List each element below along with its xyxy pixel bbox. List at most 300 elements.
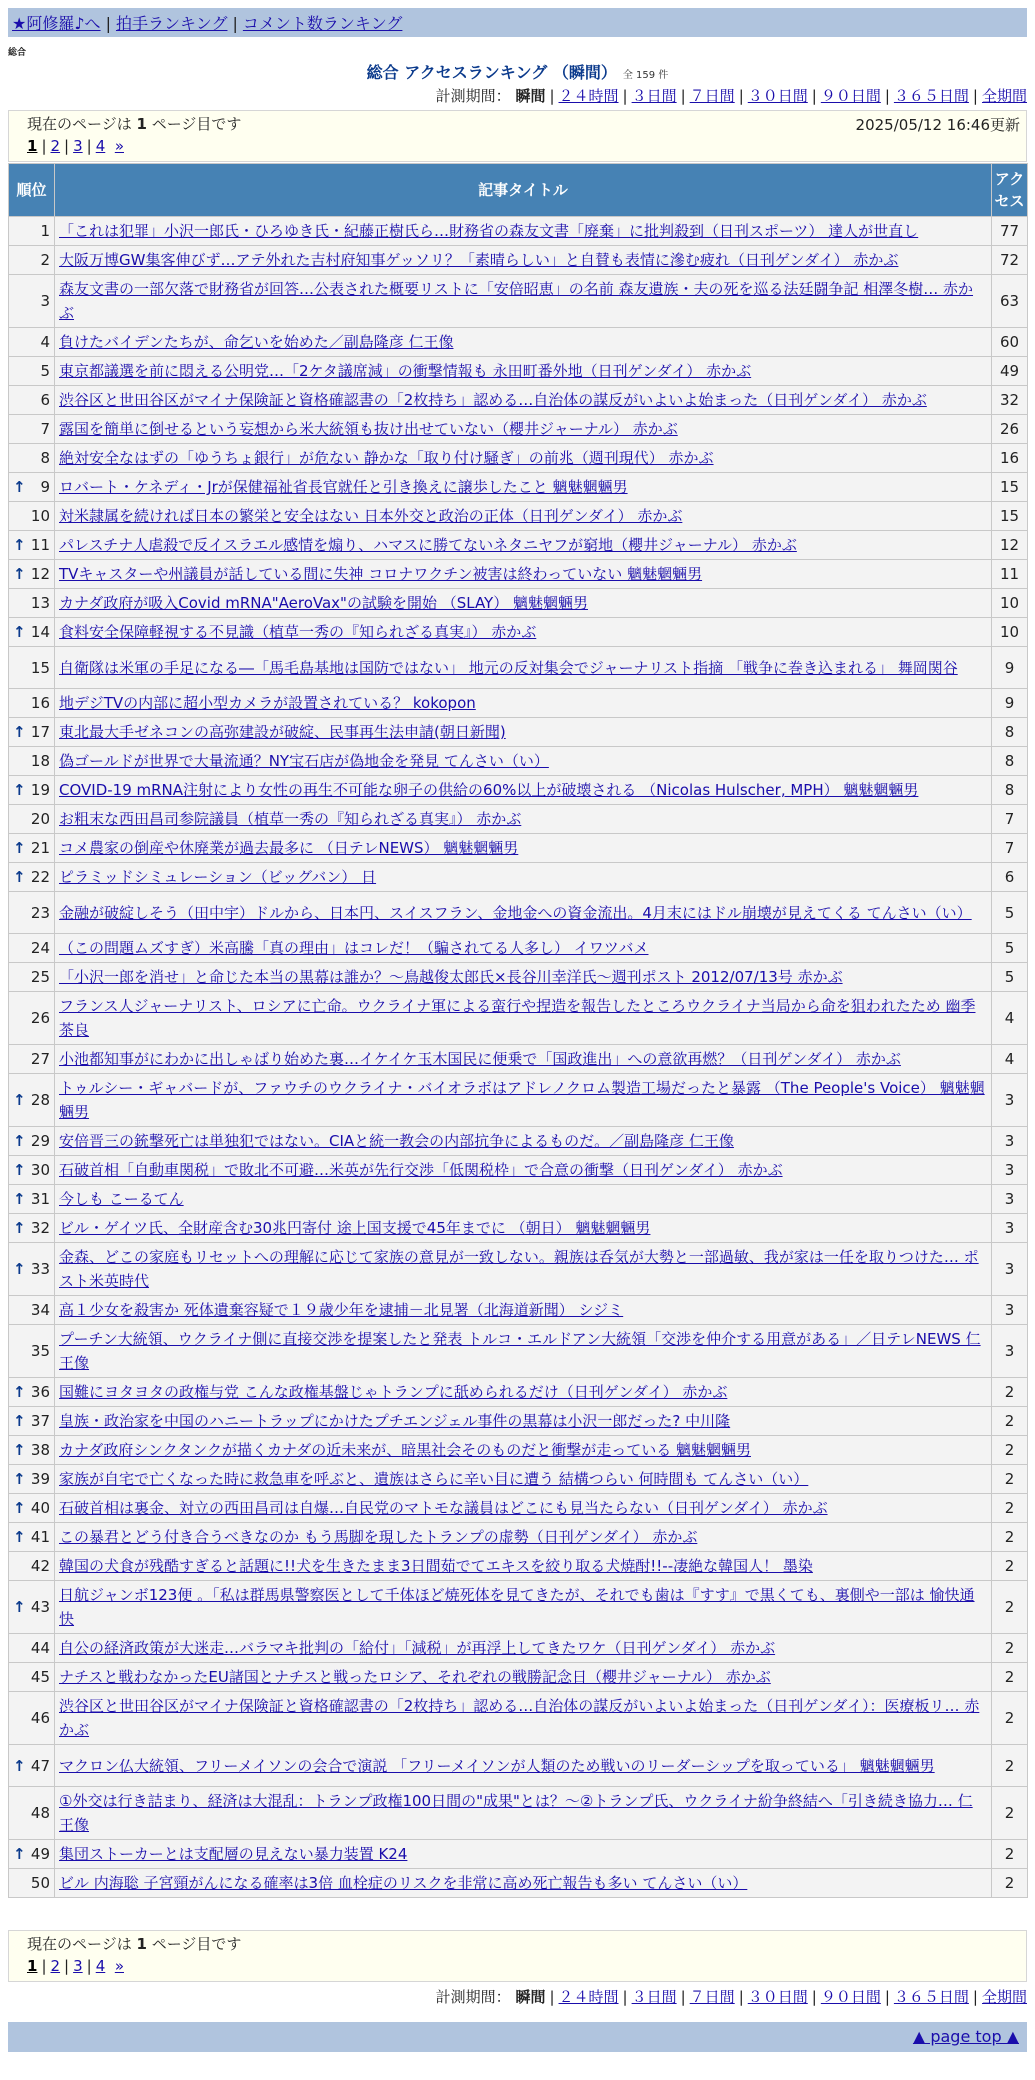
title-cell <box>55 618 992 647</box>
page-info-bottom <box>8 1930 1027 1982</box>
rank-number: 14 <box>30 623 50 641</box>
article-title-link[interactable]: 東北最大手ゼネコンの高弥建設が破綻、民事再生法申請(朝日新聞) <box>59 723 506 741</box>
rank-up-arrow-icon: ↑ <box>13 1470 26 1488</box>
rank-number: 48 <box>30 1804 50 1822</box>
rank-cell <box>9 805 55 834</box>
access-count: 16 <box>992 444 1028 473</box>
table-row <box>9 892 1028 934</box>
article-title-link[interactable]: 東京都議選を前に悶える公明党…「2ケタ議席減」の衝撃情報も 永田町番外地（日刊ゲンダイ） 赤かぶ <box>59 362 752 380</box>
rank-up-arrow-icon: ↑ <box>13 839 26 857</box>
period-link-24h[interactable]: ２４時間 <box>558 87 619 105</box>
article-title-link[interactable]: パレスチナ人虐殺で反イスラエル感情を煽り、ハマスに勝てないネタニヤフが窮地（櫻井ジャーナル） 赤かぶ <box>59 536 797 554</box>
title-cell <box>55 1581 992 1634</box>
rank-number: 44 <box>30 1639 50 1657</box>
nav-separator: | <box>232 14 238 33</box>
access-count: 12 <box>992 531 1028 560</box>
rank-up-arrow-icon: ↑ <box>13 1528 26 1546</box>
table-row <box>9 992 1028 1045</box>
article-title-link[interactable]: 負けたバイデンたちが、命乞いを始めた／副島隆彦 仁王像 <box>59 333 454 351</box>
title-cell <box>55 747 992 776</box>
period-link-30d[interactable]: ３０日間 <box>747 1988 808 2006</box>
title-cell <box>55 589 992 618</box>
access-count: 26 <box>992 415 1028 444</box>
access-count: 2 <box>992 1745 1028 1787</box>
access-count: 2 <box>992 1407 1028 1436</box>
period-link-all[interactable]: 全期間 <box>981 1988 1027 2006</box>
rank-number: 47 <box>30 1756 50 1775</box>
period-link-24h[interactable]: ２４時間 <box>558 1988 619 2006</box>
table-row <box>9 1523 1028 1552</box>
page-status: 現在のページは 1 ページ目です <box>27 115 242 133</box>
access-count: 3 <box>992 1185 1028 1214</box>
rank-number: 13 <box>30 594 50 612</box>
table-row <box>9 1214 1028 1243</box>
article-title-link[interactable]: お粗末な西田昌司参院議員（植草一秀の『知られざる真実』） 赤かぶ <box>59 810 522 828</box>
table-row <box>9 776 1028 805</box>
rank-cell <box>9 647 55 689</box>
page-top-link[interactable]: ▲ page top ▲ <box>912 2027 1019 2046</box>
rank-up-arrow-icon: ↑ <box>13 1091 26 1109</box>
access-count: 5 <box>992 963 1028 992</box>
rank-cell <box>9 1787 55 1840</box>
rank-number: 1 <box>40 222 50 240</box>
table-row <box>9 275 1028 328</box>
article-title-link[interactable]: 金森、どこの家庭もリセットへの理解に応じて家族の意見が一致しない。親族は呑気が大勢と一部過敏、我が家は一任を取りつけた… ポスト米英時代 <box>59 1248 979 1290</box>
title-cell <box>55 1787 992 1840</box>
rank-up-arrow-icon: ↑ <box>13 1412 26 1430</box>
rank-up-arrow-icon: ↑ <box>13 723 26 741</box>
home-link[interactable]: ★阿修羅♪へ <box>12 14 101 33</box>
rank-number: 2 <box>40 251 50 269</box>
rank-number: 16 <box>30 694 50 712</box>
article-title-link[interactable]: トゥルシー・ギャバードが、ファウチのウクライナ・バイオラボはアドレノクロム製造工場だったと暴露 （The People's Voice） 魑魅魍魎男 <box>59 1079 985 1121</box>
article-title-link[interactable]: 日航ジャンボ123便 。「私は群馬県警察医として千体ほど焼死体を見てきたが、それでも歯は『すす』で黒くても、裏側や一部は 愉快通快 <box>59 1586 975 1628</box>
table-row <box>9 618 1028 647</box>
rank-number: 46 <box>30 1709 50 1727</box>
article-title-link[interactable]: 露国を簡単に倒せるという妄想から米大統領も抜け出せていない（櫻井ジャーナル） 赤かぶ <box>59 420 678 438</box>
article-title-link[interactable]: 渋谷区と世田谷区がマイナ保険証と資格確認書の「2枚持ち」認める…自治体の謀反がいよいよ始まった（日刊ゲンダイ）：医療板リ… 赤かぶ <box>59 1697 980 1739</box>
rank-number: 19 <box>30 781 50 799</box>
rank-cell <box>9 1325 55 1378</box>
access-count: 3 <box>992 1156 1028 1185</box>
rank-cell <box>9 1465 55 1494</box>
current-page-number: 1 <box>136 1935 147 1953</box>
table-row <box>9 1156 1028 1185</box>
rank-up-arrow-icon: ↑ <box>13 1260 26 1278</box>
title-cell <box>55 1378 992 1407</box>
rank-up-arrow-icon: ↑ <box>13 623 26 641</box>
article-title-link[interactable]: 金融が破綻しそう（田中宇）ドルから、日本円、スイスフラン、金地金への資金流出。4月末にはドル崩壊が見えてくる てんさい（い） <box>59 903 972 922</box>
page-link-2[interactable]: 2 <box>50 1957 61 1975</box>
table-row <box>9 1663 1028 1692</box>
article-title-link[interactable]: （この問題ムズすぎ）米高騰「真の理由」はコレだ！（騙されてる人多し） イワツバメ <box>59 939 649 957</box>
rank-number: 22 <box>30 868 50 886</box>
rank-number: 31 <box>30 1190 50 1208</box>
article-title-link[interactable]: 国難にヨタヨタの政権与党 こんな政権基盤じゃトランプに舐められるだけ（日刊ゲンダイ） 赤かぶ <box>59 1383 728 1401</box>
rank-cell <box>9 1296 55 1325</box>
article-title-link[interactable]: 石破首相は裏金、対立の西田昌司は自爆…自民党のマトモな議員はどこにも見当たらない（日刊ゲンダイ） 赤かぶ <box>59 1499 828 1517</box>
title-cell <box>55 1127 992 1156</box>
title-cell <box>55 1663 992 1692</box>
access-count: 7 <box>992 834 1028 863</box>
table-row <box>9 963 1028 992</box>
access-count: 2 <box>992 1581 1028 1634</box>
rank-number: 49 <box>30 1845 50 1863</box>
access-count: 3 <box>992 1214 1028 1243</box>
title-cell <box>55 1045 992 1074</box>
access-count: 63 <box>992 275 1028 328</box>
title-cell <box>55 444 992 473</box>
page-link-3[interactable]: 3 <box>73 137 83 155</box>
article-title-link[interactable]: 偽ゴールドが世界で大量流通？NY宝石店が偽地金を発見 てんさい（い） <box>59 752 549 770</box>
access-count: 2 <box>992 1494 1028 1523</box>
article-title-link[interactable]: 森友文書の一部欠落で財務省が回答…公表された概要リストに「安倍昭恵」の名前 森友遺族・夫の死を巡る法廷闘争記 相澤冬樹… 赤かぶ <box>59 280 974 322</box>
title-cell <box>55 776 992 805</box>
article-title-link[interactable]: ビル・ゲイツ氏、全財産含む30兆円寄付 途上国支援で45年までに （朝日） 魑魅魍魎男 <box>59 1219 651 1237</box>
table-row <box>9 1185 1028 1214</box>
title-cell <box>55 718 992 747</box>
rank-cell <box>9 992 55 1045</box>
updated-timestamp: 2025/05/12 16:46更新 <box>855 116 1020 134</box>
rank-number: 42 <box>30 1557 50 1575</box>
access-count: 49 <box>992 357 1028 386</box>
page-status: 現在のページは 1 ページ目です <box>27 1935 242 1953</box>
rank-number: 24 <box>30 939 50 957</box>
rank-number: 9 <box>40 478 50 496</box>
rank-cell <box>9 328 55 357</box>
title-cell <box>55 992 992 1045</box>
table-row <box>9 834 1028 863</box>
title-cell <box>55 1692 992 1745</box>
rank-up-arrow-icon: ↑ <box>13 1598 26 1616</box>
title-cell <box>55 1494 992 1523</box>
table-row <box>9 805 1028 834</box>
rank-cell <box>9 1494 55 1523</box>
table-row <box>9 647 1028 689</box>
table-row <box>9 1436 1028 1465</box>
title-cell <box>55 473 992 502</box>
page-1: 1 <box>27 1957 38 1975</box>
table-row <box>9 1634 1028 1663</box>
rank-up-arrow-icon: ↑ <box>13 1383 26 1401</box>
table-row <box>9 1869 1028 1898</box>
access-count: 10 <box>992 589 1028 618</box>
rank-up-arrow-icon: ↑ <box>13 1499 26 1517</box>
article-title-link[interactable]: COVID-19 mRNA注射により女性の再生不可能な卵子の供給の60%以上が破壊される （Nicolas Hulscher, MPH） 魑魅魍魎男 <box>59 781 919 799</box>
rank-number: 20 <box>30 810 50 828</box>
rank-cell <box>9 1745 55 1787</box>
access-count: 9 <box>992 689 1028 718</box>
article-title-link[interactable]: 安倍晋三の銃撃死亡は単独犯ではない。CIAと統一教会の内部抗争によるものだ。／副島隆彦 仁王像 <box>59 1132 734 1150</box>
table-row <box>9 1840 1028 1869</box>
title-cell <box>55 1634 992 1663</box>
article-title-link[interactable]: 家族が自宅で亡くなった時に救急車を呼ぶと、遺族はさらに辛い目に遭う 結構つらい 何時間も てんさい（い） <box>59 1470 809 1488</box>
table-row <box>9 1692 1028 1745</box>
article-title-link[interactable]: 今しも こーるてん <box>59 1190 184 1208</box>
article-title-link[interactable]: プーチン大統領、ウクライナ側に直接交渉を提案したと発表 トルコ・エルドアン大統領「交渉を仲介する用意がある」／日テレNEWS 仁王像 <box>59 1330 981 1372</box>
access-count: 2 <box>992 1378 1028 1407</box>
access-count: 3 <box>992 1243 1028 1296</box>
article-title-link[interactable]: 韓国の犬食が残酷すぎると話題に!!犬を生きたまま3日間茹でてエキスを絞り取る犬焼酎!!--凄絶な韓国人！ 墨染 <box>59 1557 813 1575</box>
rank-cell <box>9 1869 55 1898</box>
access-count: 4 <box>992 1045 1028 1074</box>
rank-cell <box>9 1127 55 1156</box>
access-count: 2 <box>992 1634 1028 1663</box>
clap-ranking-link[interactable]: 拍手ランキング <box>115 14 228 33</box>
page-link-3[interactable]: 3 <box>73 1957 83 1975</box>
period-link-7d[interactable]: ７日間 <box>689 87 735 105</box>
article-title-link[interactable]: 地デジTVの内部に超小型カメラが設置されている？ kokopon <box>59 694 476 712</box>
title-cell <box>55 502 992 531</box>
access-count: 3 <box>992 1127 1028 1156</box>
article-title-link[interactable]: コメ農家の倒産や休廃業が過去最多に （日テレNEWS） 魑魅魍魎男 <box>59 839 519 857</box>
rank-number: 23 <box>30 903 50 922</box>
rank-cell <box>9 1663 55 1692</box>
access-count: 2 <box>992 1840 1028 1869</box>
access-count: 60 <box>992 328 1028 357</box>
article-title-link[interactable]: ロバート・ケネディ・Jrが保健福祉省長官就任と引き換えに譲歩したこと 魑魅魍魎男 <box>59 478 628 496</box>
title-cell <box>55 246 992 275</box>
article-title-link[interactable]: 絶対安全なはずの「ゆうちょ銀行」が危ない 静かな「取り付け騒ぎ」の前兆（週刊現代） 赤かぶ <box>59 449 714 467</box>
rank-number: 30 <box>30 1161 50 1179</box>
article-title-link[interactable]: 「小沢一郎を消せ」と命じた本当の黒幕は誰か？～鳥越俊太郎氏×長谷川幸洋氏～週刊ポスト 2012/07/13号 赤かぶ <box>59 968 843 986</box>
page-info-top <box>8 110 1027 162</box>
article-title-link[interactable]: 食料安全保障軽視する不見識（植草一秀の『知られざる真実』） 赤かぶ <box>59 623 537 641</box>
access-count: 32 <box>992 386 1028 415</box>
rank-number: 39 <box>30 1470 50 1488</box>
access-count: 8 <box>992 718 1028 747</box>
rank-up-arrow-icon: ↑ <box>13 781 26 799</box>
period-link-7d[interactable]: ７日間 <box>689 1988 735 2006</box>
period-link-90d[interactable]: ９０日間 <box>820 87 881 105</box>
page-link-2[interactable]: 2 <box>50 137 61 155</box>
table-row <box>9 1465 1028 1494</box>
title-cell <box>55 1552 992 1581</box>
next-page-link[interactable]: » <box>114 137 124 155</box>
pagination: 1 | 2 | 3 | 4 » <box>27 1957 124 1975</box>
total-count: 全 159 件 <box>622 70 669 81</box>
title-cell <box>55 1869 992 1898</box>
article-title-link[interactable]: 「これは犯罪」小沢一郎氏・ひろゆき氏・紀藤正樹氏ら…財務省の森友文書「廃棄」に批判殺到（日刊スポーツ） 達人が世直し <box>59 222 919 240</box>
title-cell <box>55 386 992 415</box>
rank-number: 45 <box>30 1668 50 1686</box>
rank-up-arrow-icon: ↑ <box>13 1190 26 1208</box>
ranking-table <box>8 163 1028 1898</box>
rank-cell <box>9 747 55 776</box>
title-cell <box>55 560 992 589</box>
access-count: 72 <box>992 246 1028 275</box>
article-title-link[interactable]: 自衛隊は米軍の手足になる―「馬毛島基地は国防ではない」 地元の反対集会でジャーナリスト指摘 「戦争に巻き込まれる」 舞岡関谷 <box>59 658 958 677</box>
period-link-365d[interactable]: ３６５日間 <box>893 1988 969 2006</box>
table-row <box>9 217 1028 246</box>
access-count: 2 <box>992 1692 1028 1745</box>
period-link-all[interactable]: 全期間 <box>981 87 1027 105</box>
rank-cell <box>9 1378 55 1407</box>
access-count: 10 <box>992 618 1028 647</box>
title-cell <box>55 1436 992 1465</box>
title-cell <box>55 1214 992 1243</box>
rank-number: 35 <box>30 1342 50 1360</box>
period-link-365d[interactable]: ３６５日間 <box>893 87 969 105</box>
table-row <box>9 863 1028 892</box>
rank-cell <box>9 834 55 863</box>
page-link-4[interactable]: 4 <box>95 1957 106 1975</box>
rank-cell <box>9 1243 55 1296</box>
table-row <box>9 934 1028 963</box>
period-link-30d[interactable]: ３０日間 <box>747 87 808 105</box>
rank-cell <box>9 892 55 934</box>
rank-number: 32 <box>30 1219 50 1237</box>
rank-cell <box>9 560 55 589</box>
table-row <box>9 1745 1028 1787</box>
title-cell <box>55 1523 992 1552</box>
period-selector-bottom: 計測期間： 瞬間 | ２４時間 | ３日間 | ７日間 | ３０日間 | ９０日間 | ３６５日間 | 全期間 <box>435 1988 1027 2006</box>
article-title-link[interactable]: ビル 内海聡 子宮頸がんになる確率は3倍 血栓症のリスクを非常に高め死亡報告も多い てんさい（い） <box>59 1874 748 1892</box>
rank-number: 34 <box>30 1301 50 1319</box>
rank-number: 10 <box>30 507 50 525</box>
rank-cell <box>9 1156 55 1185</box>
rank-cell <box>9 1436 55 1465</box>
table-row <box>9 328 1028 357</box>
period-link-3d[interactable]: ３日間 <box>631 1988 677 2006</box>
table-row <box>9 357 1028 386</box>
title-cell <box>55 328 992 357</box>
article-title-link[interactable]: 高１少女を殺害か 死体遺棄容疑で１９歳少年を逮捕－北見署（北海道新聞） シジミ <box>59 1301 624 1319</box>
table-row <box>9 246 1028 275</box>
table-row <box>9 718 1028 747</box>
page-link-4[interactable]: 4 <box>95 137 106 155</box>
rank-number: 5 <box>40 362 50 380</box>
rank-number: 38 <box>30 1441 50 1459</box>
title-cell <box>55 531 992 560</box>
next-page-link[interactable]: » <box>114 1957 124 1975</box>
access-count: 3 <box>992 1074 1028 1127</box>
table-header <box>9 164 1028 217</box>
table-row <box>9 747 1028 776</box>
top-nav-bar <box>8 8 1027 37</box>
title-cell <box>55 1074 992 1127</box>
article-title-link[interactable]: 皇族・政治家を中国のハニートラップにかけたプチエンジェル事件の黒幕は小沢一郎だった? 中川隆 <box>59 1412 731 1430</box>
access-count: 15 <box>992 473 1028 502</box>
period-label: 計測期間： <box>435 1988 511 2006</box>
article-title-link[interactable]: フランス人ジャーナリスト、ロシアに亡命。ウクライナ軍による蛮行や捏造を報告したところウクライナ当局から命を狙われたため 幽季 茶良 <box>59 997 976 1039</box>
article-title-link[interactable]: 渋谷区と世田谷区がマイナ保険証と資格確認書の「2枚持ち」認める…自治体の謀反がいよいよ始まった（日刊ゲンダイ） 赤かぶ <box>59 391 927 409</box>
rank-number: 33 <box>30 1260 50 1278</box>
title-cell <box>55 1745 992 1787</box>
rank-up-arrow-icon: ↑ <box>13 565 26 583</box>
rank-up-arrow-icon: ↑ <box>13 1161 26 1179</box>
article-title-link[interactable]: カナダ政府が吸入Covid mRNA"AeroVax"の試験を開始 （SLAY） 魑魅魍魎男 <box>59 594 588 612</box>
table-row <box>9 386 1028 415</box>
table-row <box>9 1243 1028 1296</box>
article-title-link[interactable]: TVキャスターや州議員が話している間に失神 コロナワクチン被害は終わっていない 魑魅魍魎男 <box>59 565 703 583</box>
title-cell <box>55 834 992 863</box>
article-title-link[interactable]: ピラミッドシミュレーション（ビッグバン） 日 <box>59 868 377 886</box>
footer-bar <box>8 2022 1027 2052</box>
access-count: 2 <box>992 1523 1028 1552</box>
rank-up-arrow-icon: ↑ <box>13 1219 26 1237</box>
article-title-link[interactable]: ナチスと戦わなかったEU諸国とナチスと戦ったロシア、それぞれの戦勝記念日（櫻井ジャーナル） 赤かぶ <box>59 1668 771 1686</box>
access-count: 15 <box>992 502 1028 531</box>
rank-number: 15 <box>30 658 50 677</box>
rank-up-arrow-icon: ↑ <box>13 478 26 496</box>
period-link-90d[interactable]: ９０日間 <box>820 1988 881 2006</box>
rank-up-arrow-icon: ↑ <box>13 1845 26 1863</box>
rank-cell <box>9 718 55 747</box>
ranking-title-text: 総合 アクセスランキング （瞬間） <box>366 63 617 82</box>
rank-number: 8 <box>40 449 50 467</box>
period-link-3d[interactable]: ３日間 <box>631 87 677 105</box>
title-cell <box>55 963 992 992</box>
article-title-link[interactable]: 石破首相「自動車関税」で敗北不可避…米英が先行交渉「低関税枠」で合意の衝撃（日刊ゲンダイ） 赤かぶ <box>59 1161 783 1179</box>
table-row <box>9 1407 1028 1436</box>
access-count: 2 <box>992 1787 1028 1840</box>
rank-number: 43 <box>30 1598 50 1616</box>
col-rank-header: 順位 <box>9 164 55 217</box>
rank-cell <box>9 589 55 618</box>
title-cell <box>55 892 992 934</box>
title-cell <box>55 1325 992 1378</box>
rank-cell <box>9 934 55 963</box>
rank-number: 21 <box>30 839 50 857</box>
table-row <box>9 1045 1028 1074</box>
article-title-link[interactable]: カナダ政府シンクタンクが描くカナダの近未来が、暗黒社会そのものだと衝撃が走っている 魑魅魍魎男 <box>59 1441 751 1459</box>
article-title-link[interactable]: 小池都知事がにわかに出しゃばり始めた裏…イケイケ玉木国民に便乗で「国政進出」への意欲再燃？（日刊ゲンダイ） 赤かぶ <box>59 1050 901 1068</box>
rank-cell <box>9 863 55 892</box>
rank-cell <box>9 415 55 444</box>
title-cell <box>55 1840 992 1869</box>
rank-cell <box>9 1214 55 1243</box>
rank-cell <box>9 1074 55 1127</box>
table-row <box>9 444 1028 473</box>
col-access-header: アクセス <box>992 164 1028 217</box>
rank-cell <box>9 246 55 275</box>
rank-number: 25 <box>30 968 50 986</box>
rank-number: 28 <box>30 1091 50 1109</box>
article-title-link[interactable]: 自公の経済政策が大迷走…バラマキ批判の「給付」「減税」が再浮上してきたワケ（日刊ゲンダイ） 赤かぶ <box>59 1639 776 1657</box>
rank-cell <box>9 386 55 415</box>
article-title-link[interactable]: ①外交は行き詰まり、経済は大混乱：トランプ政権100日間の"成果"とは？～②トランプ氏、ウクライナ紛争終結へ「引き続き協力… 仁王像 <box>59 1792 973 1834</box>
period-current: 瞬間 <box>515 87 546 105</box>
comment-ranking-link[interactable]: コメント数ランキング <box>242 14 403 33</box>
category-tag: 総合 <box>8 48 27 58</box>
access-count: 4 <box>992 992 1028 1045</box>
title-cell <box>55 1156 992 1185</box>
pagination: 1 | 2 | 3 | 4 » <box>27 137 124 155</box>
table-row <box>9 560 1028 589</box>
table-row <box>9 502 1028 531</box>
title-cell <box>55 647 992 689</box>
table-row <box>9 415 1028 444</box>
rank-number: 12 <box>30 565 50 583</box>
rank-cell <box>9 531 55 560</box>
title-cell <box>55 1407 992 1436</box>
table-row <box>9 1325 1028 1378</box>
rank-number: 17 <box>30 723 50 741</box>
table-row <box>9 589 1028 618</box>
article-title-link[interactable]: 集団ストーカーとは支配層の見えない暴力装置 K24 <box>59 1845 408 1863</box>
rank-cell <box>9 275 55 328</box>
rank-cell <box>9 1185 55 1214</box>
article-title-link[interactable]: 対米隷属を続ければ日本の繁栄と安全はない 日本外交と政治の正体（日刊ゲンダイ） 赤かぶ <box>59 507 683 525</box>
rank-cell <box>9 1407 55 1436</box>
access-count: 5 <box>992 892 1028 934</box>
article-title-link[interactable]: マクロン仏大統領、フリーメイソンの会合で演説 「フリーメイソンが人類のため戦いのリーダーシップを取っている」 魑魅魍魎男 <box>59 1756 935 1775</box>
title-cell <box>55 1296 992 1325</box>
article-title-link[interactable]: この暴君とどう付き合うべきなのか もう馬脚を現したトランプの虚勢（日刊ゲンダイ） 赤かぶ <box>59 1528 698 1546</box>
rank-up-arrow-icon: ↑ <box>13 1756 26 1775</box>
article-title-link[interactable]: 大阪万博GW集客伸びず…アテ外れた吉村府知事ゲッソリ？「素晴らしい」と自賛も表情に滲む疲れ（日刊ゲンダイ） 赤かぶ <box>59 251 899 269</box>
